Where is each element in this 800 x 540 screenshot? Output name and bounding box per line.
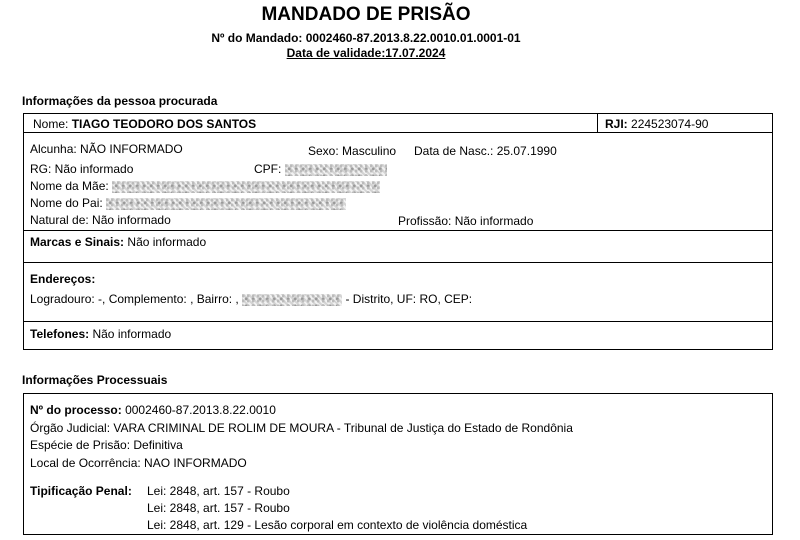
cpf-redacted [285, 164, 387, 176]
divider-marcas [23, 230, 773, 231]
bairro-redacted [242, 294, 342, 306]
telefones-label: Telefones: [30, 327, 90, 341]
father-name-label: Nome do Pai: [30, 196, 103, 210]
father-name-redacted [106, 198, 346, 210]
process-section-title: Informações Processuais [22, 373, 168, 387]
naturalidade: Natural de: Não informado [30, 213, 171, 227]
rji-field [605, 117, 708, 131]
rji-value: 224523074-90 [631, 117, 709, 131]
mother-name-field [30, 179, 380, 193]
father-name-field [30, 196, 346, 210]
enderecos-label: Endereços: [30, 272, 96, 286]
especie-prisao: Espécie de Prisão: Definitiva [30, 438, 183, 452]
profissao: Profissão: Não informado [398, 214, 534, 228]
cpf-field [254, 162, 387, 176]
divider-enderecos [23, 262, 773, 263]
person-section-title: Informações da pessoa procurada [22, 94, 218, 108]
marcas-label: Marcas e Sinais: [30, 235, 125, 249]
validity-date: Data de validade:17.07.2024 [286, 46, 446, 60]
orgao-judicial: Órgão Judicial: VARA CRIMINAL DE ROLIM DE MOURA - Tribunal de Justiça do Estado de Rondônia [30, 421, 573, 435]
local-ocorrencia: Local de Ocorrência: NAO INFORMADO [30, 456, 247, 470]
process-number-value: 0002460-87.2013.8.22.0010 [125, 403, 276, 417]
name-field [33, 117, 256, 131]
tipificacao-label: Tipificação Penal: [30, 484, 132, 498]
telefones-field [30, 327, 171, 341]
tipificacao-item: Lei: 2848, art. 157 - Roubo [147, 501, 290, 515]
marcas-value: Não informado [127, 235, 207, 249]
tipificacao-item: Lei: 2848, art. 157 - Roubo [147, 484, 290, 498]
document-title: MANDADO DE PRISÃO [261, 4, 471, 25]
process-number-label: Nº do processo: [30, 403, 122, 417]
sexo: Sexo: Masculino [308, 144, 397, 158]
birth-date: Data de Nasc.: 25.07.1990 [414, 144, 557, 158]
name-value: TIAGO TEODORO DOS SANTOS [71, 117, 257, 131]
rg: RG: Não informado [30, 162, 134, 176]
tipificacao-item: Lei: 2848, art. 129 - Lesão corporal em contexto de violência doméstica [147, 518, 528, 532]
telefones-value: Não informado [92, 327, 172, 341]
marcas-field [30, 235, 206, 249]
rji-label: RJI: [605, 117, 628, 131]
logradouro-after: - Distrito, UF: RO, CEP: [345, 292, 473, 306]
cpf-label: CPF: [254, 162, 282, 176]
mother-name-label: Nome da Mãe: [30, 179, 109, 193]
logradouro-line [30, 292, 472, 306]
alcunha: Alcunha: NÃO INFORMADO [30, 142, 183, 156]
logradouro-before: Logradouro: -, Complemento: , Bairro: , [30, 292, 239, 306]
mandado-number: Nº do Mandado: 0002460-87.2013.8.22.0010.01.0001-01 [211, 31, 521, 45]
name-label: Nome: [33, 117, 69, 131]
process-number-field [30, 403, 276, 417]
mother-name-redacted [112, 181, 380, 193]
name-rji-divider [597, 113, 598, 133]
